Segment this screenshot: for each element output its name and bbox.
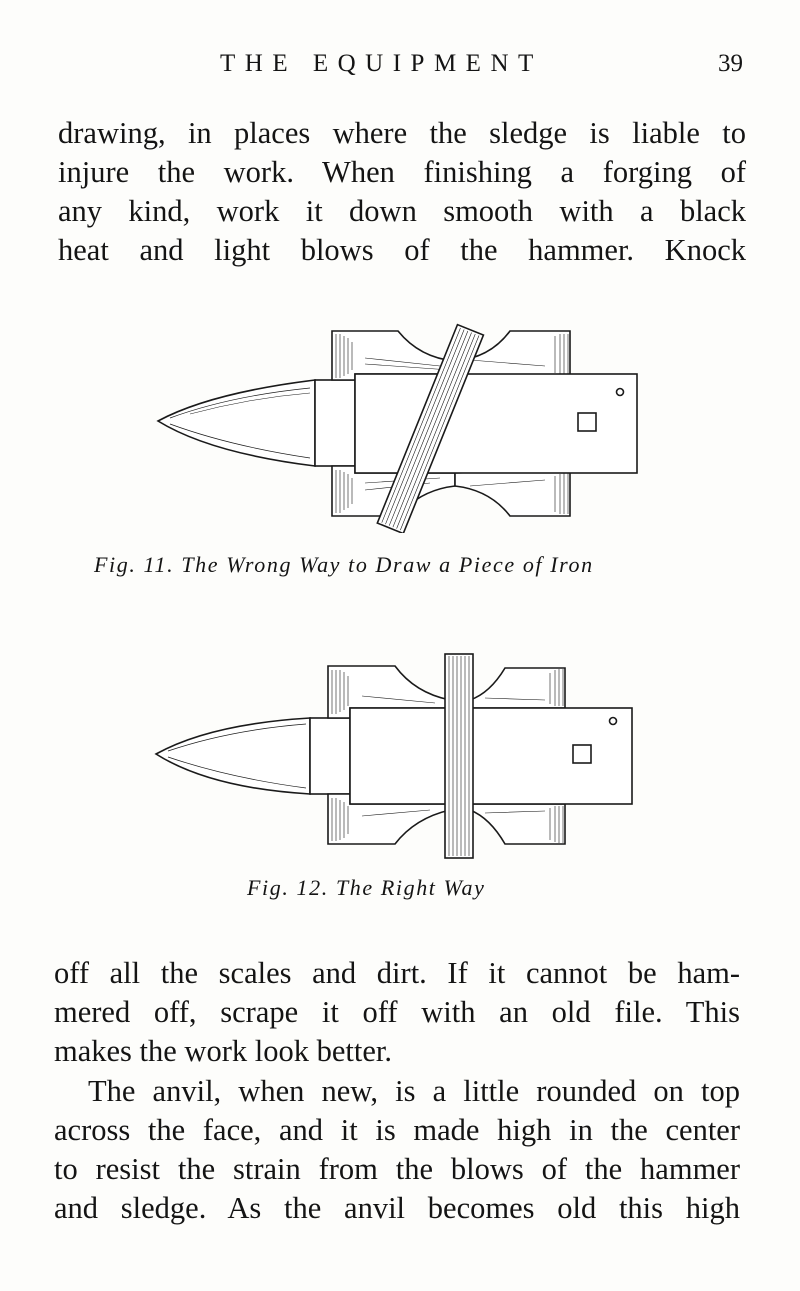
figure-11-anvil-diagonal-bar	[150, 318, 650, 533]
text-line: heat and light blows of the hammer. Knock	[58, 233, 746, 267]
text-line: injure the work. When finishing a forging of	[58, 155, 746, 189]
figure-11-caption: Fig. 11. The Wrong Way to Draw a Piece of Iron	[94, 552, 594, 577]
text-line: The anvil, when new, is a little rounded on top	[88, 1074, 740, 1108]
page-number: 39	[718, 50, 743, 77]
text-line: to resist the strain from the blows of the hammer	[54, 1152, 740, 1186]
text-line: any kind, work it down smooth with a black	[58, 194, 746, 228]
figure-12-anvil-perpendicular-bar	[150, 648, 650, 863]
text-line: mered off, scrape it off with an old file. This	[54, 995, 740, 1029]
paragraph-2	[54, 954, 740, 1071]
text-line: off all the scales and dirt. If it cannot be ham-	[54, 956, 740, 990]
text-line: and sledge. As the anvil becomes old this high	[54, 1191, 740, 1225]
text-line: drawing, in places where the sledge is liable to	[58, 116, 746, 150]
running-head: THE EQUIPMENT	[220, 50, 543, 77]
anvil-illustration-icon	[150, 648, 650, 863]
page-header	[0, 50, 800, 90]
anvil-illustration-icon	[150, 318, 650, 533]
paragraph-3	[54, 1072, 740, 1228]
paragraph-1	[58, 114, 746, 270]
text-line: makes the work look better.	[54, 1034, 392, 1068]
figure-12-caption: Fig. 12. The Right Way	[247, 875, 486, 900]
text-line: across the face, and it is made high in the center	[54, 1113, 740, 1147]
